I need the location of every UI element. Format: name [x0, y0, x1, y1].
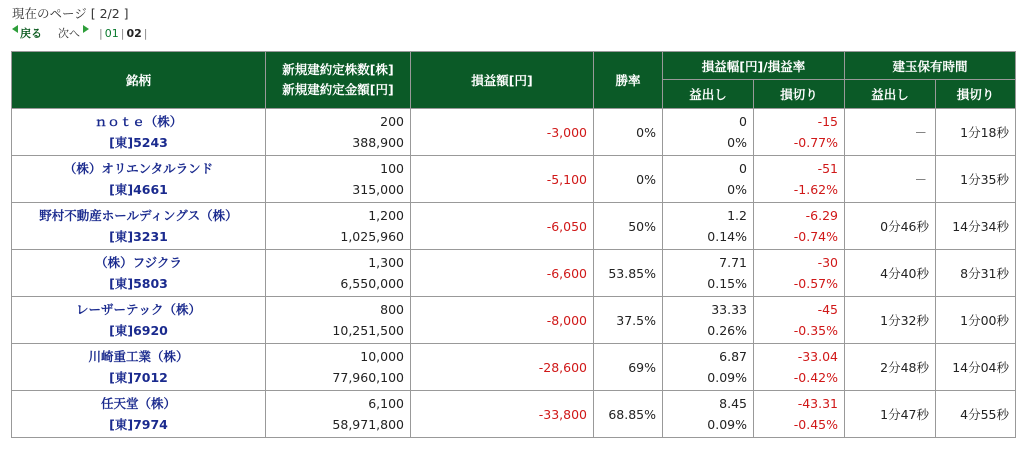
hold-profit-cell: 2分48秒	[845, 344, 936, 391]
hold-loss-cell: 1分18秒	[936, 109, 1016, 156]
back-link[interactable]	[12, 25, 42, 41]
table-row	[12, 109, 1016, 156]
right-arrow-icon	[83, 25, 89, 33]
header-hold-profit: 益出し	[845, 80, 936, 109]
stock-cell	[12, 297, 266, 344]
shares-value: 1,300	[368, 255, 404, 270]
hold-profit-cell: －	[845, 109, 936, 156]
quantity-cell	[266, 391, 411, 438]
loss-range-cell	[754, 250, 845, 297]
win-rate-cell: 53.85%	[594, 250, 663, 297]
profit-range-cell	[663, 250, 754, 297]
loss-range-cell	[754, 203, 845, 250]
hold-profit-cell: 4分40秒	[845, 250, 936, 297]
header-quantity	[266, 52, 411, 109]
header-hold-group: 建玉保有時間	[845, 52, 1016, 80]
profit-width-value: 0	[739, 161, 747, 176]
profit-range-cell	[663, 203, 754, 250]
table-row	[12, 391, 1016, 438]
loss-width-value: -33.04	[797, 349, 838, 364]
shares-value: 6,100	[368, 396, 404, 411]
win-rate-cell: 37.5%	[594, 297, 663, 344]
profit-rate-value: 0.15%	[707, 276, 747, 291]
left-arrow-icon	[12, 25, 18, 33]
stock-name-link[interactable]: ｎｏｔｅ（株）	[94, 114, 183, 129]
win-rate-cell: 50%	[594, 203, 663, 250]
profit-width-value: 7.71	[719, 255, 747, 270]
amount-value: 388,900	[352, 135, 404, 150]
loss-rate-value: -0.74%	[793, 229, 838, 244]
profit-rate-value: 0.09%	[707, 370, 747, 385]
profit-width-value: 1.2	[727, 208, 747, 223]
results-table	[11, 51, 1016, 438]
loss-range-cell	[754, 344, 845, 391]
quantity-cell	[266, 109, 411, 156]
page-current-02: 02	[126, 26, 142, 40]
hold-loss-cell: 8分31秒	[936, 250, 1016, 297]
stock-code-link[interactable]: [東]5803	[109, 276, 168, 291]
amount-value: 58,971,800	[332, 417, 404, 432]
loss-range-cell	[754, 391, 845, 438]
amount-value: 315,000	[352, 182, 404, 197]
profit-range-cell	[663, 391, 754, 438]
pnl-cell: -8,000	[411, 297, 594, 344]
next-label: 次へ	[58, 27, 80, 40]
stock-cell	[12, 156, 266, 203]
quantity-cell	[266, 297, 411, 344]
hold-profit-cell: 0分46秒	[845, 203, 936, 250]
win-rate-cell: 68.85%	[594, 391, 663, 438]
stock-code-link[interactable]: [東]4661	[109, 182, 168, 197]
profit-range-cell	[663, 297, 754, 344]
shares-value: 200	[380, 114, 404, 129]
loss-rate-value: -0.57%	[793, 276, 838, 291]
stock-code-link[interactable]: [東]3231	[109, 229, 168, 244]
stock-cell	[12, 344, 266, 391]
profit-rate-value: 0%	[727, 135, 747, 150]
hold-profit-cell: －	[845, 156, 936, 203]
loss-width-value: -30	[817, 255, 838, 270]
page-indicator: 現在のページ [ 2/2 ]	[12, 6, 129, 21]
table-row	[12, 344, 1016, 391]
hold-loss-cell: 14分04秒	[936, 344, 1016, 391]
quantity-cell	[266, 156, 411, 203]
header-pnl: 損益額[円]	[411, 52, 594, 109]
profit-rate-value: 0.14%	[707, 229, 747, 244]
loss-rate-value: -0.77%	[793, 135, 838, 150]
header-win-rate: 勝率	[594, 52, 663, 109]
loss-range-cell	[754, 297, 845, 344]
header-range-group: 損益幅[円]/損益率	[663, 52, 845, 80]
table-row	[12, 297, 1016, 344]
profit-rate-value: 0.26%	[707, 323, 747, 338]
stock-code-link[interactable]: [東]7974	[109, 417, 168, 432]
stock-name-link[interactable]: レーザーテック（株）	[75, 302, 201, 317]
amount-value: 1,025,960	[340, 229, 404, 244]
loss-rate-value: -0.42%	[793, 370, 838, 385]
win-rate-cell: 0%	[594, 109, 663, 156]
stock-code-link[interactable]: [東]6920	[109, 323, 168, 338]
stock-code-link[interactable]: [東]5243	[109, 135, 168, 150]
hold-profit-cell: 1分47秒	[845, 391, 936, 438]
loss-width-value: -43.31	[797, 396, 838, 411]
hold-loss-cell: 1分35秒	[936, 156, 1016, 203]
profit-range-cell	[663, 109, 754, 156]
stock-cell	[12, 203, 266, 250]
header-profit: 益出し	[663, 80, 754, 109]
header-loss: 損切り	[754, 80, 845, 109]
table-row	[12, 250, 1016, 297]
stock-code-link[interactable]: [東]7012	[109, 370, 168, 385]
back-label: 戻る	[20, 27, 42, 40]
header-quantity-line2: 新規建約定金額[円]	[282, 82, 394, 97]
hold-loss-cell: 14分34秒	[936, 203, 1016, 250]
stock-name-link[interactable]: （株）オリエンタルランド	[63, 161, 214, 176]
pagination-nav	[12, 24, 149, 42]
quantity-cell	[266, 250, 411, 297]
loss-range-cell	[754, 109, 845, 156]
profit-width-value: 6.87	[719, 349, 747, 364]
pnl-cell: -5,100	[411, 156, 594, 203]
stock-name-link[interactable]: 任天堂（株）	[100, 396, 176, 411]
page-link-01[interactable]: 01	[104, 26, 119, 40]
header-stock: 銘柄	[12, 52, 266, 109]
loss-width-value: -6.29	[805, 208, 838, 223]
loss-rate-value: -0.35%	[793, 323, 838, 338]
shares-value: 1,200	[368, 208, 404, 223]
loss-range-cell	[754, 156, 845, 203]
header-hold-loss: 損切り	[936, 80, 1016, 109]
win-rate-cell: 0%	[594, 156, 663, 203]
loss-width-value: -45	[817, 302, 838, 317]
profit-width-value: 8.45	[719, 396, 747, 411]
table-row	[12, 203, 1016, 250]
hold-profit-cell: 1分32秒	[845, 297, 936, 344]
amount-value: 10,251,500	[332, 323, 404, 338]
profit-range-cell	[663, 156, 754, 203]
pnl-cell: -6,600	[411, 250, 594, 297]
pnl-cell: -33,800	[411, 391, 594, 438]
profit-rate-value: 0.09%	[707, 417, 747, 432]
shares-value: 100	[380, 161, 404, 176]
stock-cell	[12, 109, 266, 156]
next-link[interactable]	[58, 25, 89, 41]
table-row	[12, 156, 1016, 203]
loss-rate-value: -0.45%	[793, 417, 838, 432]
loss-width-value: -51	[817, 161, 838, 176]
shares-value: 800	[380, 302, 404, 317]
profit-rate-value: 0%	[727, 182, 747, 197]
hold-loss-cell: 1分00秒	[936, 297, 1016, 344]
pnl-cell: -6,050	[411, 203, 594, 250]
loss-width-value: -15	[817, 114, 838, 129]
profit-width-value: 33.33	[711, 302, 747, 317]
profit-width-value: 0	[739, 114, 747, 129]
page-numbers: | 01 | 02 |	[99, 26, 148, 40]
pnl-cell: -28,600	[411, 344, 594, 391]
amount-value: 6,550,000	[340, 276, 404, 291]
quantity-cell	[266, 344, 411, 391]
shares-value: 10,000	[360, 349, 404, 364]
stock-name-link[interactable]: 川崎重工業（株）	[88, 349, 189, 364]
quantity-cell	[266, 203, 411, 250]
profit-range-cell	[663, 344, 754, 391]
stock-name-link[interactable]: 野村不動産ホールディングス（株）	[39, 208, 238, 223]
stock-cell	[12, 391, 266, 438]
hold-loss-cell: 4分55秒	[936, 391, 1016, 438]
pnl-cell: -3,000	[411, 109, 594, 156]
header-quantity-line1: 新規建約定株数[株]	[282, 62, 394, 77]
amount-value: 77,960,100	[332, 370, 404, 385]
win-rate-cell: 69%	[594, 344, 663, 391]
stock-cell	[12, 250, 266, 297]
stock-name-link[interactable]: （株）フジクラ	[95, 255, 182, 270]
loss-rate-value: -1.62%	[793, 182, 838, 197]
